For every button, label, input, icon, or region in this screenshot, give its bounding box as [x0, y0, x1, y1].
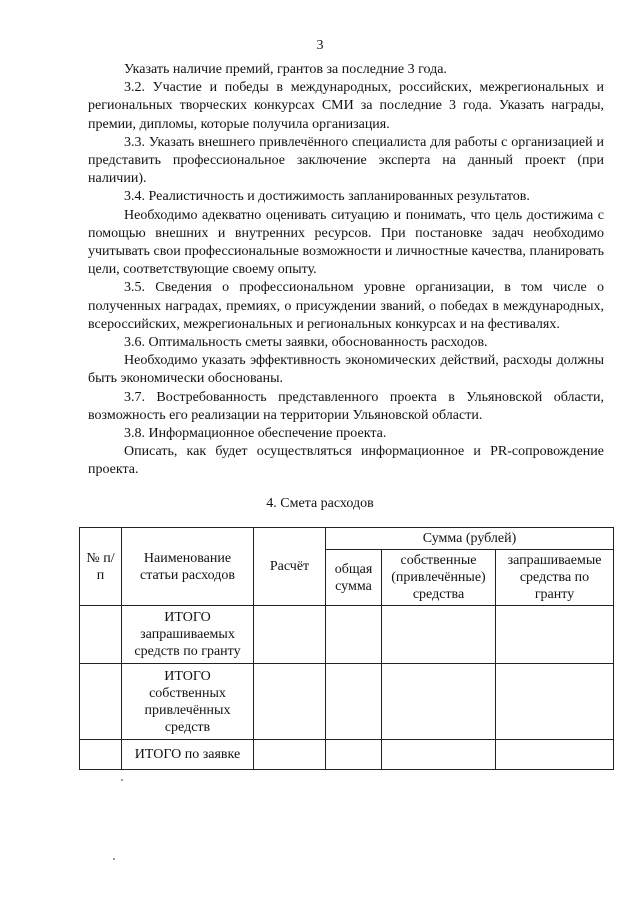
cell-num — [80, 740, 122, 770]
paragraph: 3.8. Информационное обеспечение проекта. — [124, 426, 387, 442]
paragraph: 3.6. Оптимальность сметы заявки, обоснованность расходов. — [124, 335, 488, 351]
paragraph: Необходимо адекватно оценивать ситуацию и понимать, что цель достижима с помощью внешних и внутренних ресурсов. При постановке задач необходимо учитывать свои профессиональные возможности и личностные качества, планировать цели, соответствующие своему опыту. — [88, 207, 604, 278]
header-num: № п/п — [80, 528, 122, 606]
paragraph: Описать, как будет осуществляться информационное и PR-сопровождение проекта. — [88, 444, 604, 478]
paragraph: 3.3. Указать внешнего привлечённого специалиста для работы с организацией и представить профессиональное заключение эксперта на данный проект (при наличии). — [88, 134, 604, 187]
cell-num — [80, 606, 122, 664]
header-calc: Расчёт — [254, 528, 326, 606]
page-number: 3 — [316, 38, 324, 53]
table-row — [80, 664, 614, 740]
cell-calc — [254, 664, 326, 740]
header-sum-group: Сумма (рублей) — [326, 528, 614, 550]
cell-name: ИТОГО по заявке — [122, 740, 254, 770]
table-row — [80, 606, 614, 664]
paragraph: 3.2. Участие и победы в международных, российских, межрегиональных и региональных творческих конкурсах СМИ за последние 3 года. Указать награды, премии, дипломы, которые получила организация. — [88, 80, 604, 132]
cell-total — [326, 740, 382, 770]
table-header-row — [80, 528, 614, 550]
cell-name: ИТОГО запрашиваемых средств по гранту — [122, 606, 254, 664]
budget-table — [79, 527, 614, 770]
table-row — [80, 740, 614, 770]
cell-total — [326, 664, 382, 740]
cell-requested — [496, 664, 614, 740]
cell-own — [382, 740, 496, 770]
body-text — [88, 61, 604, 480]
paragraph: Указать наличие премий, грантов за последние 3 года. — [124, 62, 447, 77]
cell-num — [80, 664, 122, 740]
paragraph: Необходимо указать эффективность экономических действий, расходы должны быть экономически обоснованы. — [88, 353, 604, 387]
paragraph: 3.5. Сведения о профессиональном уровне организации, в том числе о полученных наградах, премиях, о присуждении званий, о победах в международных, всероссийских, межрегиональных и региональных конкурсах и на фестивалях. — [88, 280, 604, 332]
cell-total — [326, 606, 382, 664]
header-total: общая сумма — [326, 550, 382, 606]
cell-own — [382, 664, 496, 740]
scan-speck — [113, 858, 115, 860]
paragraph: 3.7. Востребованность представленного проекта в Ульяновской области, возможность его реализации на территории Ульяновской области. — [88, 389, 604, 423]
cell-requested — [496, 740, 614, 770]
header-requested: запрашиваемые средства по гранту — [496, 550, 614, 606]
cell-calc — [254, 740, 326, 770]
section-title: 4. Смета расходов — [266, 496, 374, 511]
paragraph: 3.4. Реалистичность и достижимость запланированных результатов. — [124, 189, 530, 205]
cell-calc — [254, 606, 326, 664]
scan-speck — [121, 779, 123, 781]
cell-name: ИТОГО собственных привлечённых средств — [122, 664, 254, 740]
header-own: собственные (привлечённые) средства — [382, 550, 496, 606]
header-name: Наименование статьи расходов — [122, 528, 254, 606]
cell-own — [382, 606, 496, 664]
cell-requested — [496, 606, 614, 664]
